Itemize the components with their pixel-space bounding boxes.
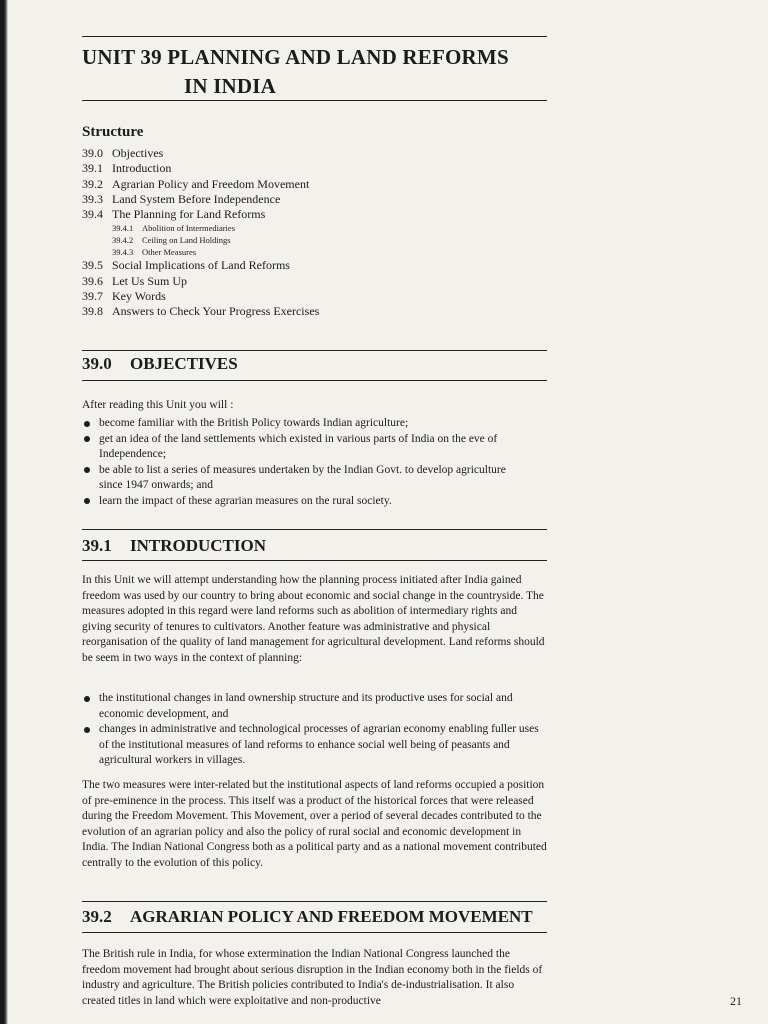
introduction-bottom-rule — [82, 560, 547, 561]
toc-item: 39.4 The Planning for Land Reforms — [82, 207, 266, 222]
toc-subitem: 39.4.1 Abolition of Intermediaries — [112, 223, 236, 234]
title-bottom-rule — [82, 100, 547, 101]
title-top-rule — [82, 36, 547, 37]
toc-item: 39.0 Objectives — [82, 146, 164, 160]
toc-item: 39.6 Let Us Sum Up — [82, 273, 187, 288]
objectives-bottom-rule — [82, 380, 547, 381]
introduction-top-rule — [82, 529, 547, 530]
list-item: be able to list a series of measures undertaken by the Indian Govt. to develop agriculture since 1947 onwards; and — [82, 463, 522, 494]
toc-subitem: 39.4.3 Other Measures — [112, 247, 197, 258]
introduction-list — [82, 691, 547, 769]
toc-subitems — [82, 222, 319, 258]
list-item: learn the impact of these agrarian measures on the rural society. — [82, 494, 522, 510]
unit-title-line2: IN INDIA — [184, 74, 277, 98]
agrarian-heading: 39.2 AGRARIAN POLICY AND FREEDOM MOVEMENT — [82, 907, 533, 926]
introduction-heading: 39.1 INTRODUCTION — [82, 536, 267, 555]
objectives-top-rule — [82, 350, 547, 351]
list-item: get an idea of the land settlements which existed in various parts of India on the eve of Independence; — [82, 432, 522, 463]
structure-list — [82, 146, 319, 320]
unit-title-line1: UNIT 39 PLANNING AND LAND REFORMS — [82, 45, 509, 69]
toc-item: 39.5 Social Implications of Land Reforms — [82, 258, 290, 273]
list-item: become familiar with the British Policy towards Indian agriculture; — [82, 416, 522, 432]
toc-item: 39.2 Agrarian Policy and Freedom Movement — [82, 176, 310, 191]
introduction-para-2: The two measures were inter-related but the institutional aspects of land reforms occupied a position of pre-eminence in the process. This itself was a product of the historical forces that were released during the Freedom Movement. This Movement, over a period of several decades contributed to the evolution of an agrarian policy and also the policy of rural social and economic development in India. The Indian National Congress both as a political party and as a national movement contributed centrally to the evolution of this policy. — [82, 779, 547, 869]
agrarian-para-1: The British rule in India, for whose extermination the Indian National Congress launched the freedom movement had brought about serious disruption in the Indian economy both in the fields of industry and agriculture. The British policies contributed to India's de-industrialisation. It also created titles in land which were exploitative and non-productive — [82, 948, 543, 1007]
toc-subitem: 39.4.2 Ceiling on Land Holdings — [112, 235, 231, 246]
toc-item: 39.3 Land System Before Independence — [82, 191, 281, 206]
agrarian-top-rule — [82, 901, 547, 902]
page-number: 21 — [730, 994, 742, 1008]
objectives-intro: After reading this Unit you will : — [82, 399, 234, 411]
toc-item: 39.7 Key Words — [82, 289, 166, 304]
structure-heading: Structure — [82, 124, 144, 140]
agrarian-bottom-rule — [82, 932, 547, 933]
objectives-list — [82, 416, 522, 510]
objectives-heading: 39.0 OBJECTIVES — [82, 354, 238, 373]
list-item: the institutional changes in land ownership structure and its productive uses for social and economic development, and — [82, 691, 547, 722]
introduction-para-1: In this Unit we will attempt understanding how the planning process initiated after India gained freedom was used by our country to bring about economic and social change in the countryside. The measures adopted in this regard were land reforms such as abolition of intermediary rights and giving security of tenures to cultivators. Another feature was administrative and physical reorganisation of the quality of land management for agricultural development. Land reforms should be seem in two ways in the context of planning: — [82, 574, 545, 664]
list-item: changes in administrative and technological processes of agrarian economy enabling fuller uses of the institutional measures of land reforms to enhance social well being of peasants and agricultural workers in villages. — [82, 722, 547, 769]
toc-item: 39.8 Answers to Check Your Progress Exercises — [82, 304, 320, 319]
book-spine-shadow — [0, 0, 8, 1024]
toc-item: 39.1 Introduction — [82, 161, 172, 176]
